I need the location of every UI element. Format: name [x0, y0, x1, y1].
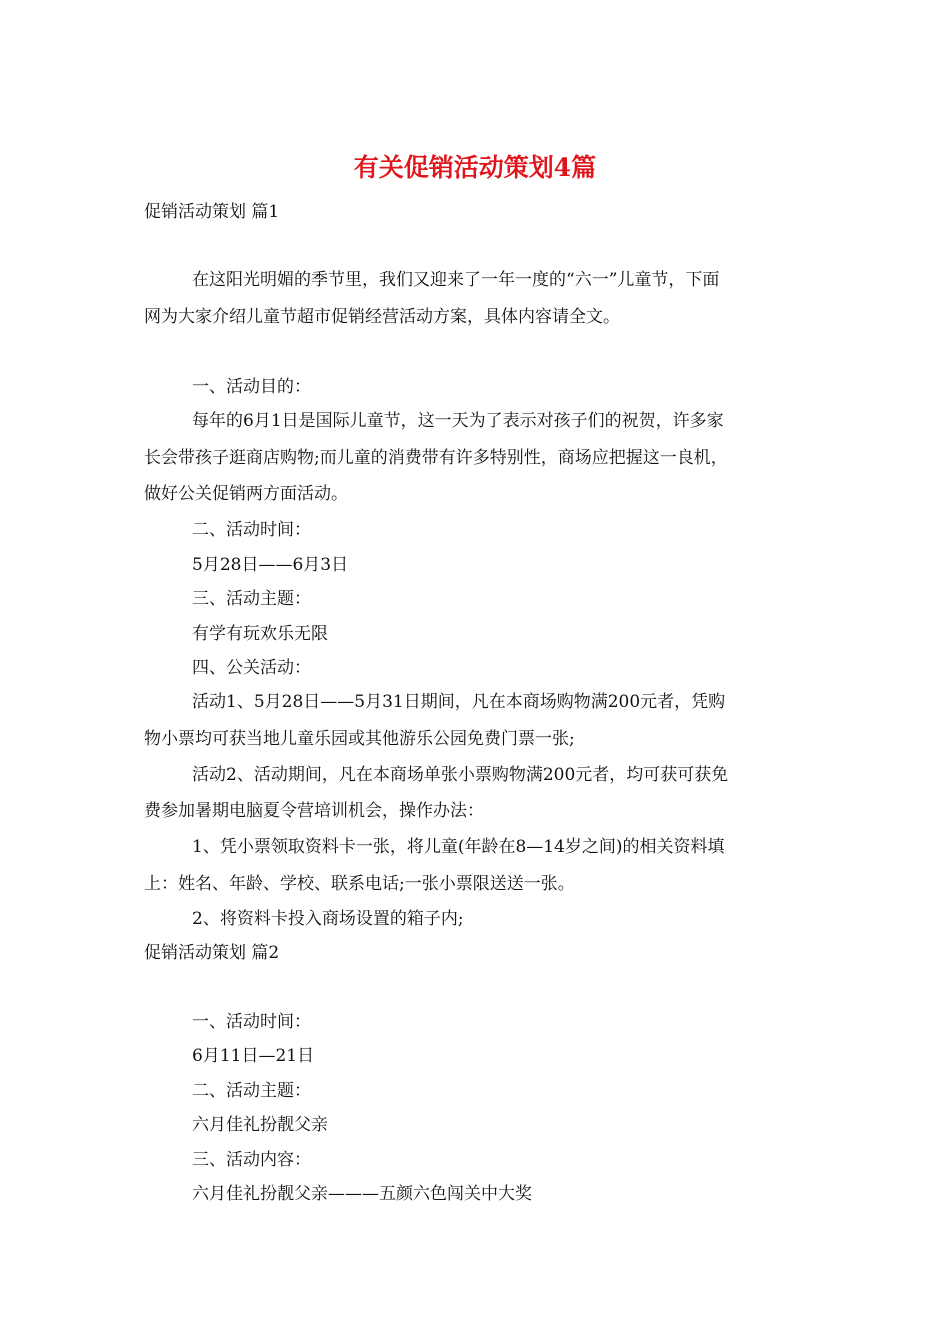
document-title: 有关促销活动策划4篇 [353, 153, 597, 182]
purpose-heading: 一、活动目的： [192, 377, 311, 397]
time-heading: 二、活动时间： [192, 520, 311, 540]
theme-text: 有学有玩欢乐无限 [192, 624, 328, 644]
intro-line-2: 网为大家介绍儿童节超市促销经营活动方案，具体内容请全文。 [144, 307, 620, 327]
activity2-line-1: 活动2、活动期间，凡在本商场单张小票购物满200元者，均可获可获免 [192, 765, 729, 785]
intro-line-1: 在这阳光明媚的季节里，我们又迎来了一年一度的“六一”儿童节，下面 [192, 270, 720, 290]
activity1-line-1: 活动1、5月28日——5月31日期间，凡在本商场购物满200元者，凭购 [192, 692, 726, 712]
purpose-line-2: 长会带孩子逛商店购物;而儿童的消费带有许多特别性，商场应把握这一良机， [144, 448, 728, 468]
s2-content-text: 六月佳礼扮靓父亲———五颜六色闯关中大奖 [192, 1184, 532, 1204]
section2-heading: 促销活动策划 篇2 [144, 943, 280, 963]
s2-content-heading: 三、活动内容： [192, 1150, 311, 1170]
time-text: 5月28日——6月3日 [192, 555, 349, 575]
step2-text: 2、将资料卡投入商场设置的箱子内; [192, 909, 464, 929]
s2-theme-text: 六月佳礼扮靓父亲 [192, 1115, 328, 1135]
theme-heading: 三、活动主题： [192, 589, 311, 609]
activity1-line-2: 物小票均可获当地儿童乐园或其他游乐公园免费门票一张; [144, 729, 575, 749]
purpose-line-3: 做好公关促销两方面活动。 [144, 484, 348, 504]
purpose-line-1: 每年的6月1日是国际儿童节，这一天为了表示对孩子们的祝贺，许多家 [192, 411, 724, 431]
pr-heading: 四、公关活动： [192, 658, 311, 678]
step1-line-1: 1、凭小票领取资料卡一张，将儿童(年龄在8—14岁之间)的相关资料填 [192, 837, 725, 857]
activity2-line-2: 费参加暑期电脑夏令营培训机会，操作办法： [144, 801, 484, 821]
s2-theme-heading: 二、活动主题： [192, 1081, 311, 1101]
s2-time-heading: 一、活动时间： [192, 1012, 311, 1032]
s2-time-text: 6月11日—21日 [192, 1046, 315, 1066]
step1-line-2: 上：姓名、年龄、学校、联系电话;一张小票限送送一张。 [144, 874, 575, 894]
section1-heading: 促销活动策划 篇1 [144, 202, 280, 222]
